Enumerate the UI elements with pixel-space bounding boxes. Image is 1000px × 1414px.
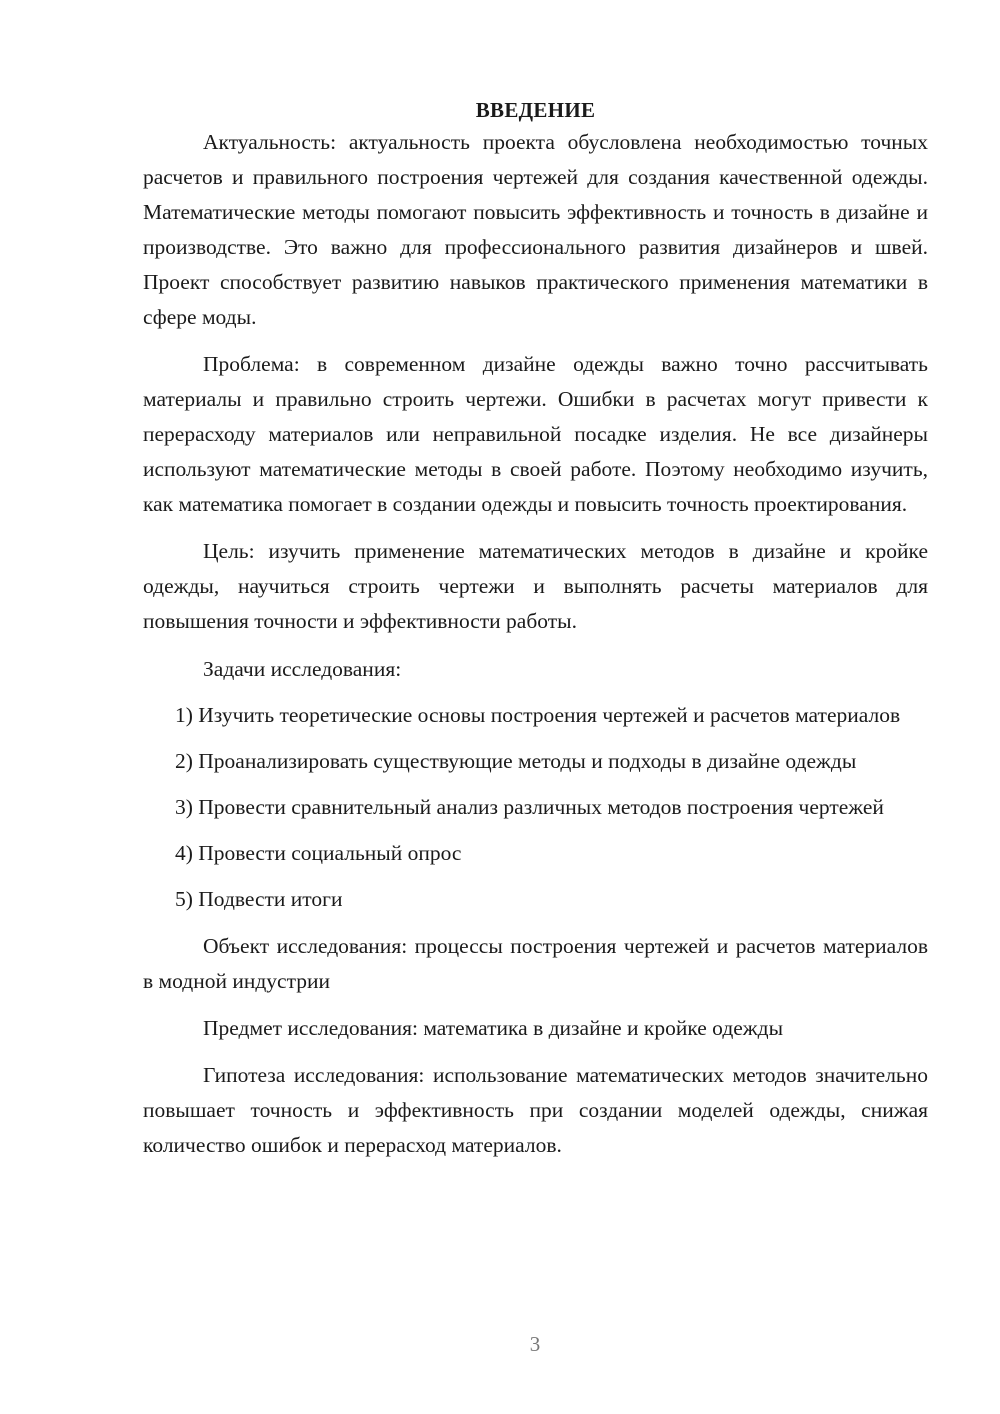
list-item: 4) Провести социальный опрос: [175, 841, 462, 865]
list-item: 3) Провести сравнительный анализ различных методов построения чертежей: [175, 795, 884, 819]
document-page: [143, 95, 928, 1163]
tasks-list: [143, 698, 928, 917]
hypothesis-paragraph: Гипотеза исследования: использование математических методов значительно повышает точность и эффективность при создании моделей одежды, снижая количество ошибок и перерасход материалов.: [143, 1063, 928, 1157]
document-title: ВВЕДЕНИЕ: [475, 98, 596, 122]
list-item: 2) Проанализировать существующие методы и подходы в дизайне одежды: [175, 749, 857, 773]
tasks-heading: Задачи исследования:: [203, 657, 402, 681]
subject-paragraph: Предмет исследования: математика в дизайне и кройке одежды: [203, 1016, 784, 1040]
problem-paragraph: Проблема: в современном дизайне одежды важно точно рассчитывать материалы и правильно строить чертежи. Ошибки в расчетах могут привести к перерасходу материалов или неправильной посадке изделия. Не все дизайнеры используют математические методы в своей работе. Поэтому необходимо изучить, как математика помогает в создании одежды и повысить точность проектирования.: [143, 352, 928, 516]
object-paragraph: Объект исследования: процессы построения чертежей и расчетов материалов в модной индустрии: [143, 934, 928, 993]
list-item: 1) Изучить теоретические основы построения чертежей и расчетов материалов: [175, 703, 901, 727]
page-number: 3: [529, 1332, 541, 1356]
relevance-paragraph: Актуальность: актуальность проекта обусловлена необходимостью точных расчетов и правильного построения чертежей для создания качественной одежды. Математические методы помогают повысить эффективность и точность в дизайне и производстве. Это важно для профессионального развития дизайнеров и швей. Проект способствует развитию навыков практического применения математики в сфере моды.: [143, 130, 928, 329]
list-item: 5) Подвести итоги: [175, 887, 343, 911]
goal-paragraph: Цель: изучить применение математических методов в дизайне и кройке одежды, научиться строить чертежи и выполнять расчеты материалов для повышения точности и эффективности работы.: [143, 539, 928, 633]
